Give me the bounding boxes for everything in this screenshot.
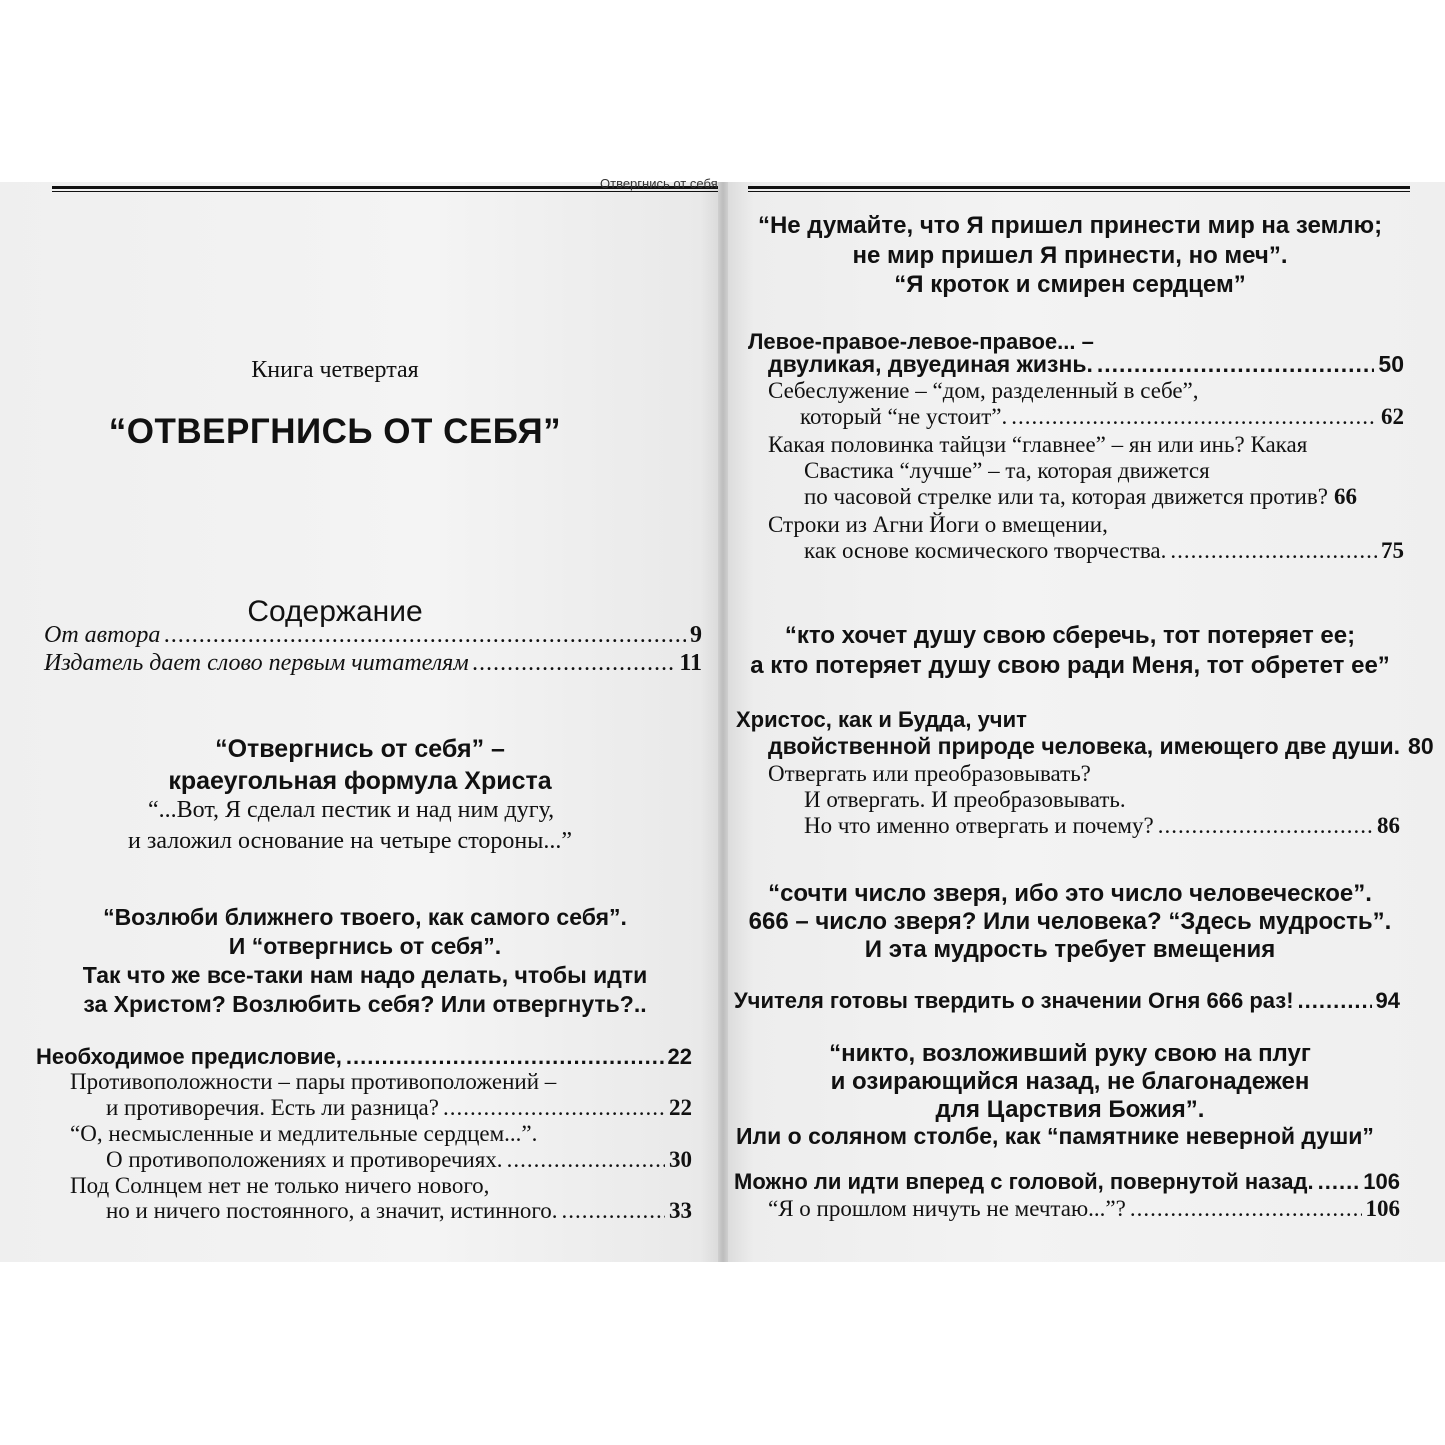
- section-heading-line: Или о соляном столбе, как “памятнике неверной души”: [736, 1123, 1374, 1149]
- toc-entry-page: 9: [690, 622, 702, 648]
- top-rule-right: [748, 186, 1410, 189]
- leader-dots: [346, 1044, 664, 1070]
- top-rule-left-thin: [52, 191, 718, 192]
- toc-entry[interactable]: [800, 404, 1404, 430]
- epigraph-line: “...Вот, Я сделал пестик и над ним дугу,: [148, 797, 555, 823]
- toc-entry-line: Под Солнцем нет не только ничего нового,: [70, 1173, 490, 1198]
- toc-entry[interactable]: [106, 1095, 692, 1121]
- toc-entry-title: Издатель дает слово первым читателям: [44, 650, 469, 676]
- leader-dots: [473, 650, 676, 677]
- toc-entry[interactable]: [36, 1044, 692, 1070]
- leader-dots: [507, 1147, 665, 1173]
- toc-entry-title: по часовой стрелке или та, которая движется против?: [804, 484, 1328, 509]
- toc-entry-page: 94: [1375, 988, 1400, 1013]
- toc-entry-line: Противоположности – пары противоположений –: [70, 1069, 557, 1094]
- toc-entry-page: 80: [1408, 733, 1434, 759]
- contents-title: Содержание: [247, 595, 423, 628]
- toc-entry-page: 106: [1365, 1196, 1400, 1221]
- toc-entry-title: От автора: [44, 622, 161, 648]
- section-heading-line: не мир пришел Я принести, но меч”.: [852, 242, 1288, 269]
- toc-entry[interactable]: [768, 351, 1404, 378]
- epigraph-line: и заложил основание на четыре стороны...”: [128, 828, 572, 854]
- toc-entry-line: Свастика “лучше” – та, которая движется: [804, 458, 1210, 483]
- toc-entry[interactable]: [804, 538, 1404, 564]
- toc-entry-title: который “не устоит”.: [800, 404, 1008, 429]
- book-spread: [0, 176, 1445, 1262]
- toc-entry-title: “Я о прошлом ничуть не мечтаю...”?: [768, 1196, 1126, 1221]
- toc-entry-page: 62: [1381, 404, 1404, 429]
- toc-entry-line: Христос, как и Будда, учит: [736, 707, 1027, 732]
- section-heading-line: за Христом? Возлюбить себя? Или отвергнуть?..: [83, 991, 647, 1017]
- toc-entry[interactable]: [734, 988, 1400, 1014]
- toc-entry-title: Можно ли идти вперед с головой, повернутой назад.: [734, 1169, 1314, 1194]
- toc-entry-title: Учителя готовы твердить о значении Огня 666 раз!: [734, 988, 1294, 1013]
- leader-dots: [1130, 1196, 1362, 1222]
- book-title: “ОТВЕРГНИСЬ ОТ СЕБЯ”: [108, 412, 562, 451]
- toc-entry-page: 75: [1381, 538, 1404, 563]
- section-heading-line: а кто потеряет душу свою ради Меня, тот обретет ее”: [750, 652, 1390, 679]
- toc-entry-page: 86: [1377, 813, 1400, 838]
- toc-entry-title: О противоположениях и противоречиях.: [106, 1147, 503, 1172]
- toc-entry-line: Себеслужение – “дом, разделенный в себе”,: [768, 378, 1199, 403]
- toc-entry[interactable]: [44, 650, 702, 677]
- toc-entry-title: но и ничего постоянного, а значит, истинного.: [106, 1198, 558, 1223]
- toc-entry[interactable]: [44, 622, 702, 649]
- toc-entry[interactable]: [106, 1147, 692, 1173]
- section-heading-line: И “отвергнись от себя”.: [228, 933, 502, 959]
- toc-entry-title: двойственной природе человека, имеющего две души.: [768, 733, 1401, 759]
- toc-entry-page: 11: [679, 650, 702, 676]
- section-heading-line: И эта мудрость требует вмещения: [864, 936, 1276, 963]
- toc-entry-page: 33: [669, 1198, 692, 1223]
- section-heading-line: “сочти число зверя, ибо это число человеческое”.: [768, 880, 1372, 907]
- toc-entry-page: 106: [1363, 1169, 1400, 1194]
- leader-dots: [1011, 404, 1377, 430]
- toc-entry[interactable]: [768, 733, 1434, 760]
- toc-entry-line: Отвергать или преобразовывать?: [768, 761, 1091, 786]
- leader-dots: [1170, 538, 1377, 564]
- toc-entry[interactable]: [734, 1169, 1400, 1195]
- leader-dots: [1318, 1169, 1360, 1195]
- toc-entry-page: 66: [1333, 484, 1357, 509]
- toc-entry-page: 50: [1378, 351, 1404, 377]
- section-heading-line: “никто, возложивший руку свою на плуг: [829, 1040, 1311, 1067]
- top-rule-right-thin: [748, 191, 1410, 192]
- leader-dots: [443, 1095, 665, 1121]
- toc-entry[interactable]: [768, 1196, 1400, 1222]
- section-heading-line: “Возлюби ближнего твоего, как самого себя”.: [103, 904, 627, 930]
- section-heading-line: краеугольная формула Христа: [168, 767, 552, 795]
- section-heading-line: “Я кроток и смирен сердцем”: [894, 271, 1246, 298]
- book-label: Книга четвертая: [251, 357, 419, 383]
- toc-entry[interactable]: [804, 813, 1400, 839]
- toc-entry[interactable]: [804, 484, 1404, 510]
- leader-dots: [1097, 351, 1375, 378]
- leader-dots: [164, 622, 686, 649]
- toc-entry-title: и противоречия. Есть ли разница?: [106, 1095, 439, 1120]
- leader-dots: [1298, 988, 1372, 1014]
- toc-entry[interactable]: [106, 1198, 692, 1224]
- toc-entry-title: Но что именно отвергать и почему?: [804, 813, 1154, 838]
- toc-entry-page: 22: [667, 1044, 692, 1069]
- running-head: Отвергнись от себя: [600, 176, 718, 191]
- toc-entry-page: 30: [669, 1147, 692, 1172]
- leader-dots: [562, 1198, 665, 1224]
- leader-dots: [1158, 813, 1373, 839]
- section-heading-line: для Царствия Божия”.: [935, 1096, 1205, 1123]
- toc-entry-title: двуликая, двуединая жизнь.: [768, 351, 1093, 377]
- section-heading-line: 666 – число зверя? Или человека? “Здесь мудрость”.: [748, 908, 1392, 935]
- section-heading-line: “Отвергнись от себя” –: [215, 735, 505, 763]
- section-heading-line: Так что же все-таки нам надо делать, чтобы идти: [82, 962, 648, 988]
- section-heading-line: “Не думайте, что Я пришел принести мир на землю;: [757, 212, 1383, 239]
- section-heading-line: и озирающийся назад, не благонадежен: [830, 1068, 1310, 1095]
- toc-entry-line: И отвергать. И преобразовывать.: [804, 787, 1126, 812]
- toc-entry-line: “О, несмысленные и медлительные сердцем...”.: [70, 1121, 538, 1146]
- toc-entry-line: Какая половинка тайцзи “главнее” – ян или инь? Какая: [768, 432, 1308, 457]
- toc-entry-title: Необходимое предисловие,: [36, 1044, 342, 1069]
- toc-entry-line: Левое-правое-левое-правое... –: [748, 329, 1094, 354]
- book-gutter: [718, 182, 728, 1262]
- section-heading-line: “кто хочет душу свою сберечь, тот потеряет ее;: [784, 622, 1356, 649]
- toc-entry-page: 22: [669, 1095, 692, 1120]
- toc-entry-title: как основе космического творчества.: [804, 538, 1167, 563]
- toc-entry-line: Строки из Агни Йоги о вмещении,: [768, 512, 1108, 537]
